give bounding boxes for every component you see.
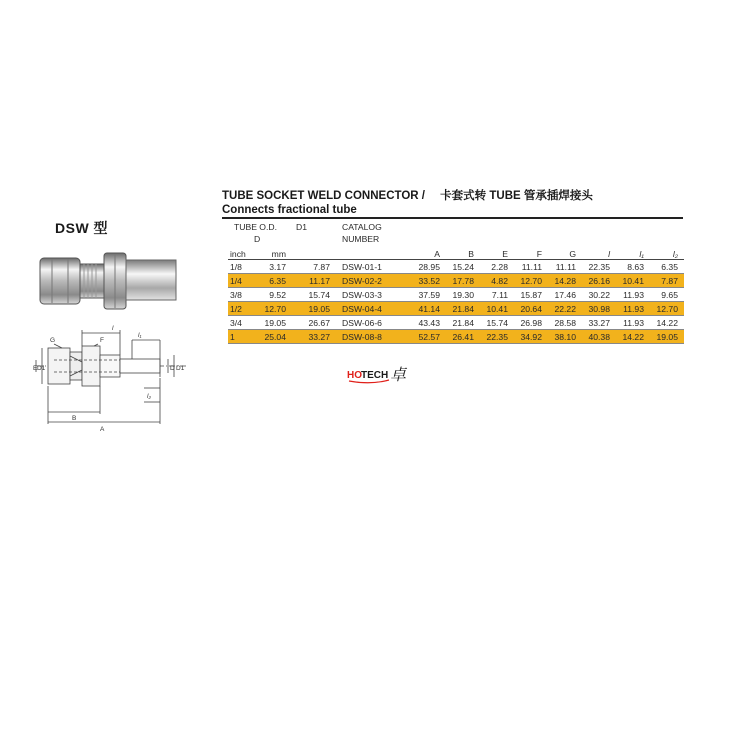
cell-E: 15.74 <box>480 316 514 330</box>
hotech-logo <box>347 364 409 386</box>
spec-table <box>228 222 684 344</box>
th-l: l <box>608 249 610 259</box>
label-l2: l₂ <box>147 393 151 400</box>
cell-A: 37.59 <box>412 288 446 302</box>
cell-A: 33.52 <box>412 274 446 288</box>
label-E: E <box>33 365 38 372</box>
cell-l1: 11.93 <box>616 288 650 302</box>
cell-A: 43.43 <box>412 316 446 330</box>
cell-l1: 10.41 <box>616 274 650 288</box>
cell-l1: 11.93 <box>616 302 650 316</box>
cell-G: 14.28 <box>548 274 582 288</box>
cell-inch: 1/8 <box>228 260 258 274</box>
logo-tech: TECH <box>361 370 389 381</box>
label-l1: l₁ <box>138 332 142 339</box>
label-D1-right: D1 <box>176 365 185 372</box>
cell-l: 22.35 <box>582 260 616 274</box>
cell-B: 26.41 <box>446 330 480 344</box>
cell-mm: 6.35 <box>258 274 286 288</box>
cell-l: 40.38 <box>582 330 616 344</box>
cell-E: 4.82 <box>480 274 514 288</box>
cell-B: 19.30 <box>446 288 480 302</box>
cell-l: 30.98 <box>582 302 616 316</box>
cell-B: 17.78 <box>446 274 480 288</box>
th-d1: D1 <box>296 222 307 232</box>
label-D: D <box>170 365 175 372</box>
cell-G: 28.58 <box>548 316 582 330</box>
cell-mm: 12.70 <box>258 302 286 316</box>
label-D1-left: D1 <box>37 365 46 372</box>
th-l2: l₂ <box>672 249 678 259</box>
th-E: E <box>502 249 508 259</box>
cell-l2: 12.70 <box>650 302 684 316</box>
cell-F: 11.11 <box>514 260 548 274</box>
cell-A: 41.14 <box>412 302 446 316</box>
cell-l2: 14.22 <box>650 316 684 330</box>
cell-G: 38.10 <box>548 330 582 344</box>
table-title <box>222 189 683 217</box>
cell-G: 22.22 <box>548 302 582 316</box>
cell-F: 12.70 <box>514 274 548 288</box>
title-divider <box>222 217 683 219</box>
cell-d1: 19.05 <box>286 302 330 316</box>
title-en-line2: Connects fractional tube <box>222 204 357 216</box>
label-l: l <box>112 325 114 332</box>
cell-E: 7.11 <box>480 288 514 302</box>
cell-mm: 9.52 <box>258 288 286 302</box>
cell-catalog: DSW-01-1 <box>330 260 412 274</box>
logo-mark: 卓 <box>390 365 407 384</box>
table-row <box>228 302 684 316</box>
cell-catalog: DSW-02-2 <box>330 274 412 288</box>
cell-F: 15.87 <box>514 288 548 302</box>
cell-d1: 33.27 <box>286 330 330 344</box>
cell-d1: 7.87 <box>286 260 330 274</box>
cell-B: 21.84 <box>446 302 480 316</box>
label-A: A <box>100 426 105 433</box>
th-catalog: CATALOG <box>342 222 382 232</box>
cell-inch: 3/8 <box>228 288 258 302</box>
label-G: G <box>50 337 56 344</box>
cell-l2: 9.65 <box>650 288 684 302</box>
cell-d1: 15.74 <box>286 288 330 302</box>
table-row <box>228 274 684 288</box>
table-row <box>228 330 684 344</box>
th-G: G <box>569 249 576 259</box>
th-B: B <box>468 249 474 259</box>
cell-E: 10.41 <box>480 302 514 316</box>
th-inch: inch <box>230 249 246 259</box>
cell-inch: 1 <box>228 330 258 344</box>
cell-l2: 6.35 <box>650 260 684 274</box>
th-d: D <box>254 234 261 244</box>
cell-catalog: DSW-03-3 <box>330 288 412 302</box>
cell-catalog: DSW-06-6 <box>330 316 412 330</box>
cell-catalog: DSW-08-8 <box>330 330 412 344</box>
cell-l1: 14.22 <box>616 330 650 344</box>
cell-mm: 3.17 <box>258 260 286 274</box>
cell-inch: 1/4 <box>228 274 258 288</box>
cell-inch: 1/2 <box>228 302 258 316</box>
table-row <box>228 260 684 274</box>
cell-l: 30.22 <box>582 288 616 302</box>
th-mm: mm <box>271 249 286 259</box>
th-l1: l₁ <box>639 249 644 259</box>
cell-G: 17.46 <box>548 288 582 302</box>
cell-d1: 11.17 <box>286 274 330 288</box>
cell-A: 28.95 <box>412 260 446 274</box>
cell-l: 33.27 <box>582 316 616 330</box>
cell-l1: 11.93 <box>616 316 650 330</box>
cell-mm: 25.04 <box>258 330 286 344</box>
cell-catalog: DSW-04-4 <box>330 302 412 316</box>
title-cn: 卡套式转 TUBE 管承插焊接头 <box>440 190 593 202</box>
technical-drawing <box>32 322 192 434</box>
cell-F: 20.64 <box>514 302 548 316</box>
th-tube-od: TUBE O.D. <box>234 222 277 232</box>
cell-A: 52.57 <box>412 330 446 344</box>
title-en-line1: TUBE SOCKET WELD CONNECTOR / <box>222 190 425 202</box>
model-label: DSW 型 <box>55 220 109 236</box>
cell-l: 26.16 <box>582 274 616 288</box>
cell-l2: 19.05 <box>650 330 684 344</box>
th-number: NUMBER <box>342 234 380 244</box>
label-F: F <box>100 337 104 344</box>
th-F: F <box>536 249 542 259</box>
cell-mm: 19.05 <box>258 316 286 330</box>
table-row <box>228 288 684 302</box>
cell-l1: 8.63 <box>616 260 650 274</box>
table-row <box>228 316 684 330</box>
connector-photo <box>38 250 178 312</box>
cell-E: 2.28 <box>480 260 514 274</box>
logo-ho: HO <box>347 370 362 381</box>
cell-F: 26.98 <box>514 316 548 330</box>
label-B: B <box>72 415 77 422</box>
cell-E: 22.35 <box>480 330 514 344</box>
cell-B: 15.24 <box>446 260 480 274</box>
cell-F: 34.92 <box>514 330 548 344</box>
th-A: A <box>434 249 440 259</box>
cell-l2: 7.87 <box>650 274 684 288</box>
cell-B: 21.84 <box>446 316 480 330</box>
cell-d1: 26.67 <box>286 316 330 330</box>
cell-G: 11.11 <box>548 260 582 274</box>
cell-inch: 3/4 <box>228 316 258 330</box>
